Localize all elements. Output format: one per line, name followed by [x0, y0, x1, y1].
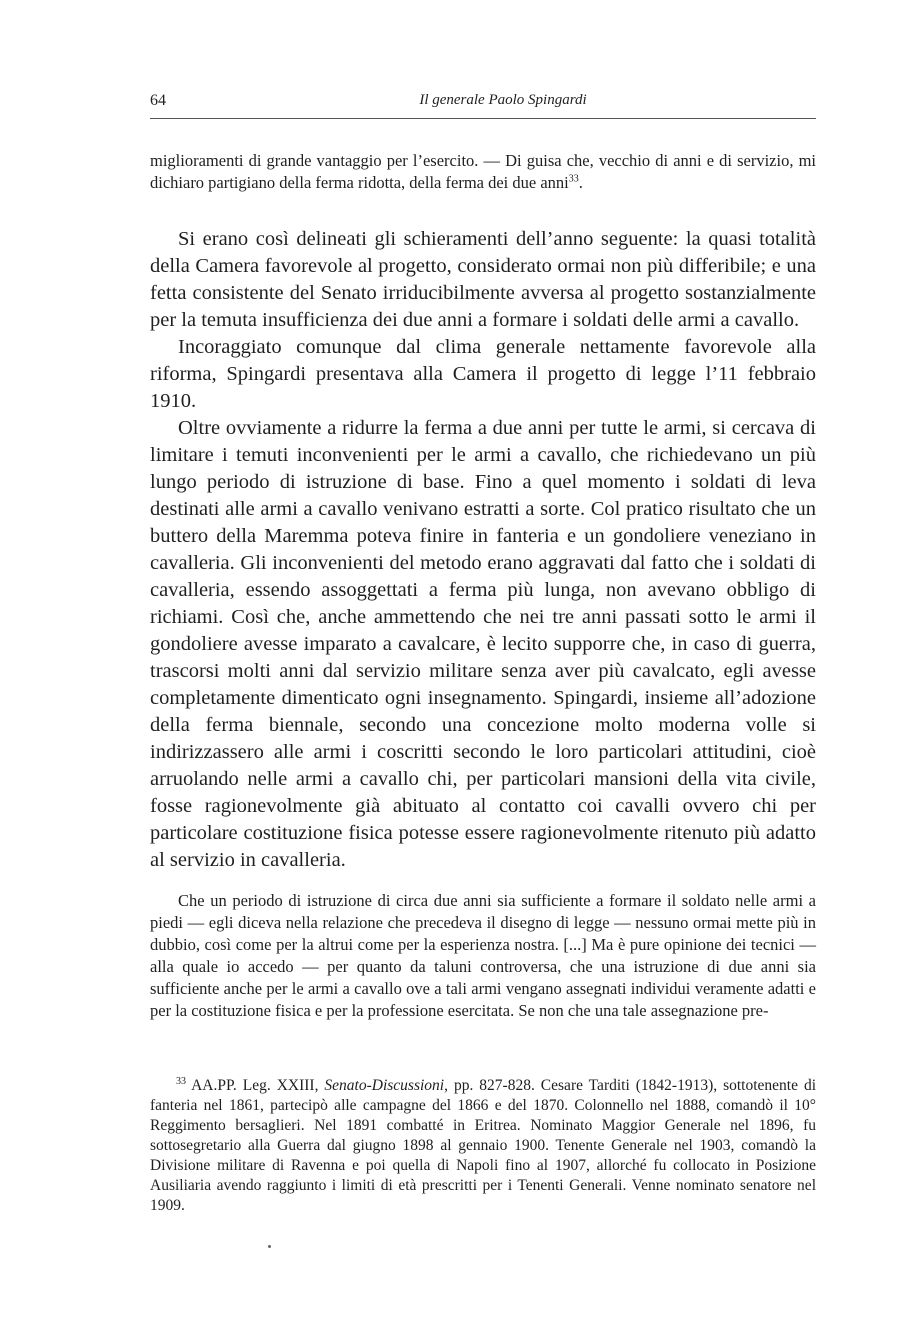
paragraph: Incoraggiato comunque dal clima generale nettamente favorevole alla riforma, Spingardi presentava alla Camera il progetto di legge l’11 febbraio 1910.: [150, 336, 816, 412]
running-head: Il generale Paolo Spingardi: [419, 92, 587, 108]
quotation-top: [150, 150, 816, 194]
footnote-number: 33: [176, 1075, 186, 1087]
paragraph: Si erano così delineati gli schieramenti dell’anno seguente: la quasi totalità della Camera favorevole al progetto, considerato ormai non più differibile; e una fetta consistente del Senato irriducibilmente avversa al progetto sostanzialmente per la temuta insufficienza dei due anni a formare i soldati delle armi a cavallo.: [150, 228, 816, 331]
block-quotation: [150, 890, 816, 1022]
page-number: 64: [150, 92, 166, 109]
footnote: [150, 1076, 816, 1216]
quotation-top-text: miglioramenti di grande vantaggio per l’esercito. — Di guisa che, vecchio di anni e di servizio, mi dichiaro partigiano della ferma ridotta, della ferma dei due anni: [150, 151, 816, 192]
block-quotation-text: Che un periodo di istruzione di circa due anni sia sufficiente a formare il soldato nelle armi a piedi — egli diceva nella relazione che precedeva il disegno di legge — nessuno ormai mette più in dubbio, così come per la altrui come per la esperienza nostra. [...] Ma è pure opinione dei tecnici — alla quale io accedo — per quanto da taluni controversa, che una istruzione di due anni sia sufficiente anche per le armi a cavallo ove a tali armi vengano assegnati individui veramente adatti e per la costituzione fisica e per la professione esercitata. Se non che una tale assegnazione pre-: [150, 891, 816, 1020]
footnote-body: , pp. 827-828. Cesare Tarditi (1842-1913), sottotenente di fanteria nel 1861, partecipò alle campagne del 1866 e del 1870. Colonnello nel 1888, comandò il 10° Reggimento bersaglieri. Nel 1891 combatté in Eritrea. Nominato Maggior Generale nel 1896, fu sottosegretario alla Guerra dal giugno 1898 al gennaio 1900. Tenente Generale nel 1903, comandò la Divisione militare di Ravenna e poi quella di Napoli fino al 1907, allorché fu collocato in Posizione Ausiliaria avendo raggiunto i limiti di età prescritti per i Tenenti Generali. Venne nominato senatore nel 1909.: [150, 1077, 816, 1214]
quotation-top-end: .: [578, 173, 583, 192]
footnote-source-title: Senato-Discussioni: [324, 1077, 445, 1094]
footnote-lead: AA.PP. Leg. XXIII,: [186, 1077, 325, 1094]
footnote-reference: 33: [568, 173, 579, 185]
page-header: [150, 92, 816, 119]
body-text: [150, 226, 816, 874]
print-speck: [268, 1245, 271, 1248]
paragraph: Oltre ovviamente a ridurre la ferma a due anni per tutte le armi, si cercava di limitare i temuti inconvenienti per le armi a cavallo, che richiedevano un più lungo periodo di istruzione di base. Fino a quel momento i soldati di leva destinati alle armi a cavallo venivano estratti a sorte. Col pratico risultato che un buttero della Maremma poteva finire in fanteria e un gondoliere veneziano in cavalleria. Gli inconvenienti del metodo erano aggravati dal fatto che i soldati di cavalleria, essendo assoggettati a ferma più lunga, non avevano obbligo di richiami. Così che, anche ammettendo che nei tre anni passati sotto le armi il gondoliere avesse imparato a cavalcare, è lecito supporre che, in caso di guerra, trascorsi molti anni dal servizio militare senza aver più cavalcato, egli avesse completamente dimenticato ogni insegnamento. Spingardi, insieme all’adozione della ferma biennale, secondo una concezione molto moderna volle si indirizzassero alle armi i coscritti secondo le loro particolari attitudini, cioè arruolando nelle armi a cavallo chi, per particolari mansioni della vita civile, fosse ragionevolmente già abituato al contatto coi cavalli ovvero chi per particolare costituzione fisica potesse essere ragionevolmente ritenuto più adatto al servizio in cavalleria.: [150, 417, 816, 871]
